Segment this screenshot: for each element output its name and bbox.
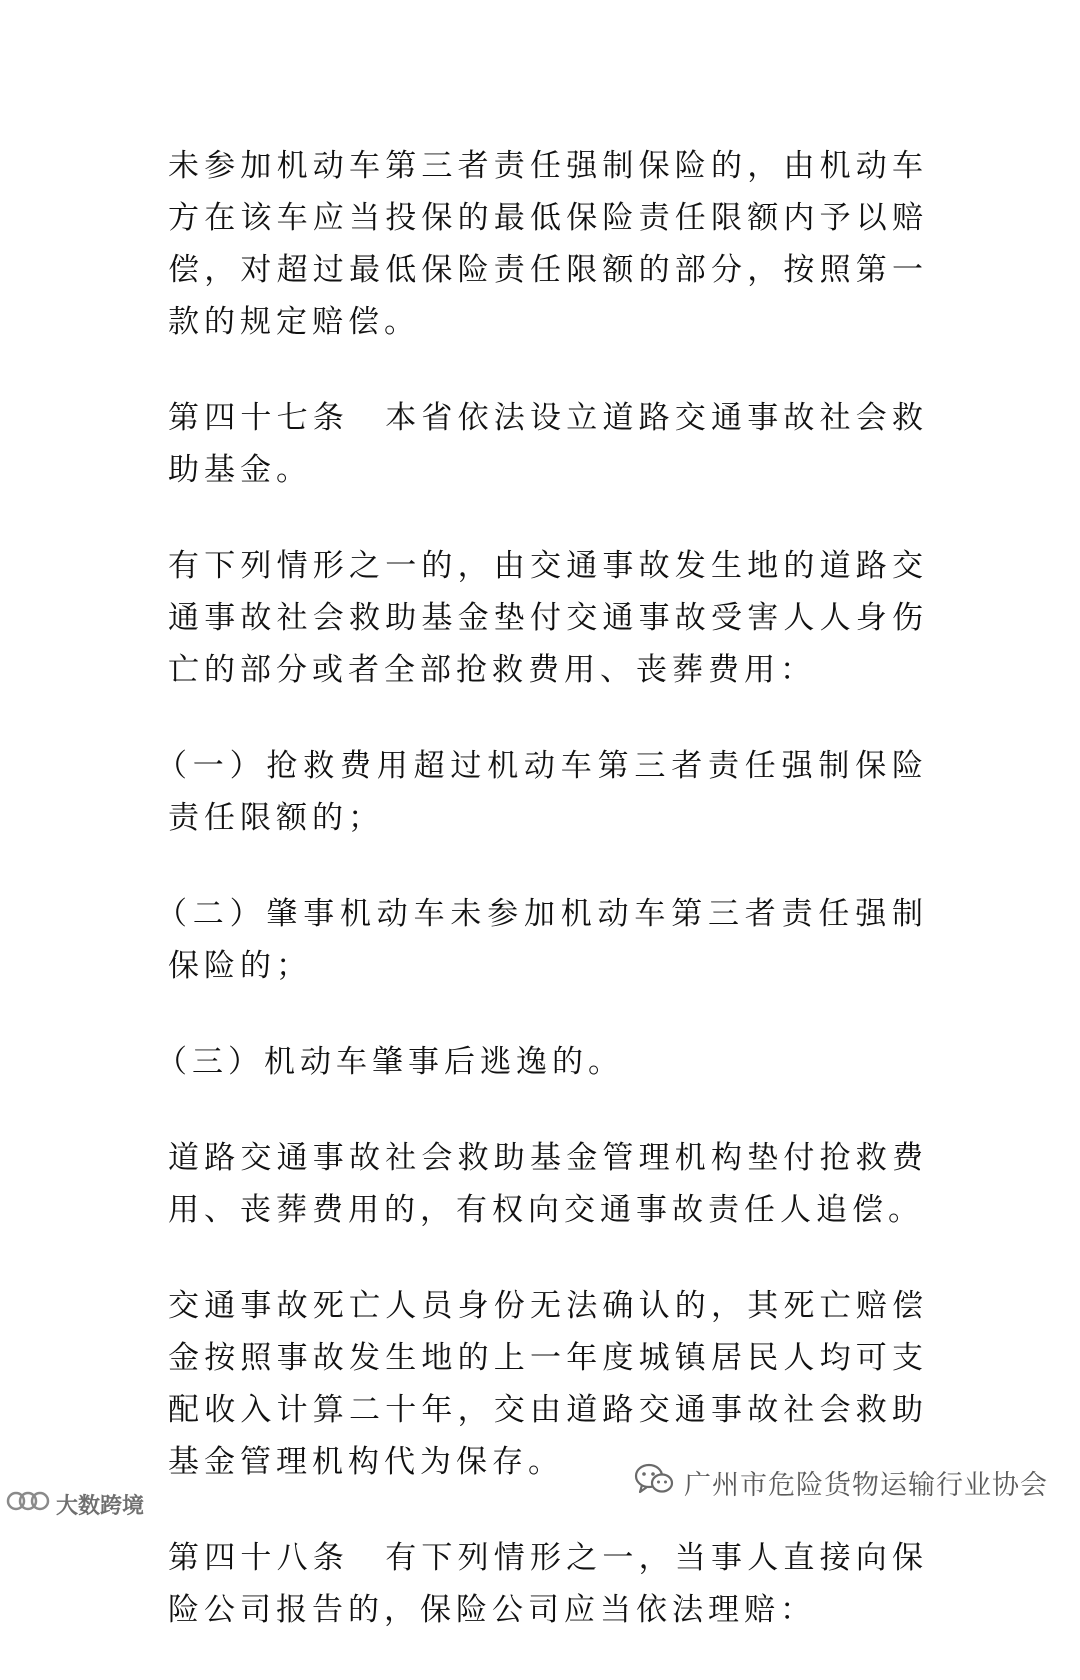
brand-logo-icon — [6, 1487, 50, 1521]
list-item-2: （二）肇事机动车未参加机动车第三者责任强制保险的； — [156, 896, 928, 984]
document-body — [156, 140, 928, 1680]
paragraph-fund-advance: 有下列情形之一的，由交通事故发生地的道路交通事故社会救助基金垫付交通事故受害人人身伤亡的部分或者全部抢救费用、丧葬费用： — [168, 548, 928, 688]
paragraph-unidentified-deceased: 交通事故死亡人员身份无法确认的，其死亡赔偿金按照事故发生地的上一年度城镇居民人均可支配收入计算二十年，交由道路交通事故社会救助基金管理机构代为保存。 — [168, 1288, 928, 1480]
wechat-account-watermark — [634, 1462, 1048, 1502]
article-47-heading: 第四十七条 本省依法设立道路交通事故社会救助基金。 — [168, 400, 928, 488]
brand-name: 大数跨境 — [56, 1493, 145, 1519]
wechat-icon — [634, 1462, 674, 1503]
list-item-1: （一）抢救费用超过机动车第三者责任强制保险责任限额的； — [156, 748, 928, 836]
list-item-3: （三）机动车肇事后逃逸的。 — [156, 1044, 624, 1080]
article-48-heading: 第四十八条 有下列情形之一，当事人直接向保险公司报告的，保险公司应当依法理赔： — [168, 1540, 928, 1628]
paragraph-compensation-uninsured: 未参加机动车第三者责任强制保险的，由机动车方在该车应当投保的最低保险责任限额内予以赔偿，对超过最低保险责任限额的部分，按照第一款的规定赔偿。 — [168, 148, 928, 340]
paragraph-fund-recovery: 道路交通事故社会救助基金管理机构垫付抢救费用、丧葬费用的，有权向交通事故责任人追偿。 — [168, 1140, 928, 1228]
brand-watermark — [6, 1487, 144, 1521]
wechat-account-name: 广州市危险货物运输行业协会 — [684, 1469, 1048, 1501]
